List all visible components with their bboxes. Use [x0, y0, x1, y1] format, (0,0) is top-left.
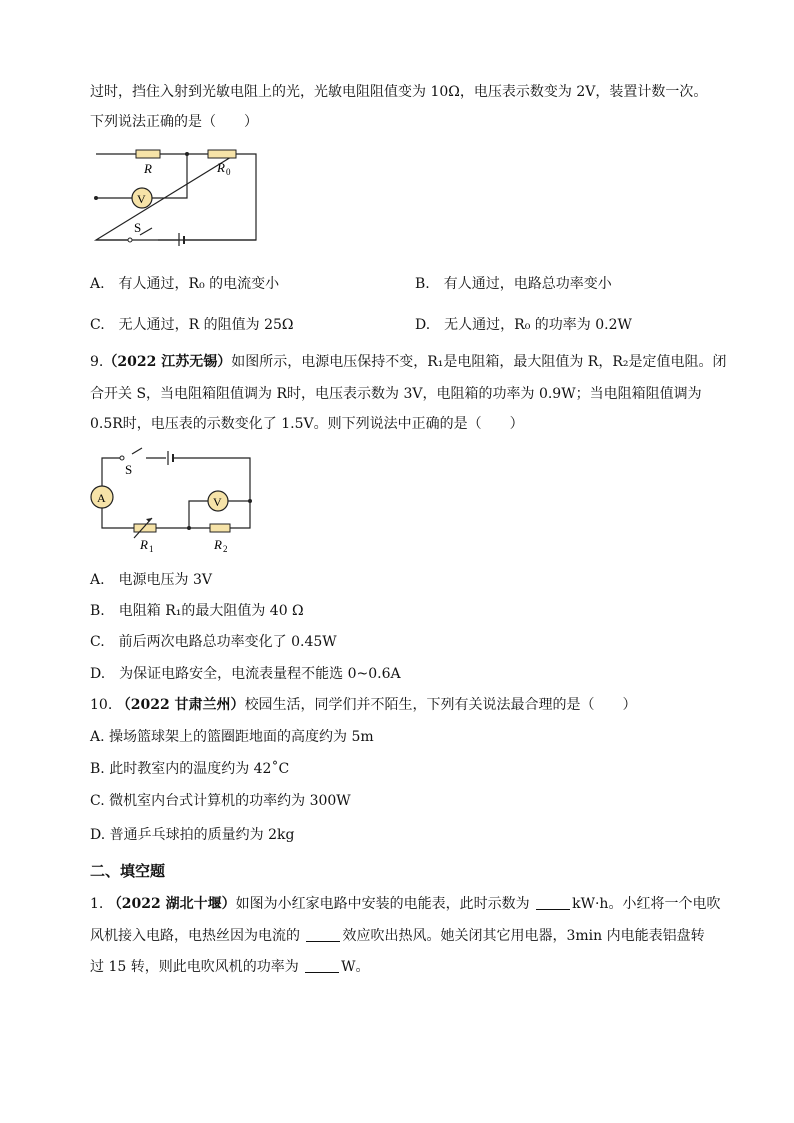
q8-stem-line2: 下列说法正确的是（ ） [90, 114, 258, 130]
q9-source: （2022 江苏无锡） [103, 354, 232, 370]
q9-stem-line2: 合开关 S，当电阻箱阻值调为 R时，电压表示数为 3V，电阻箱的功率为 0.9W；当电阻箱阻值调为 [90, 386, 702, 402]
fill1-number: 1. [90, 896, 104, 912]
q9-option-b: B. 电阻箱 R₁的最大阻值为 40 Ω [90, 603, 304, 619]
fill1-line2 [90, 926, 705, 946]
fill1-text-1a: 如图为小红家电路中安装的电能表，此时示数为 [235, 896, 530, 912]
q10-source: （2022 甘肃兰州） [116, 697, 245, 713]
q10-text: 校园生活，同学们并不陌生，下列有关说法最合理的是（ ） [244, 697, 637, 713]
q9-label-r1: R [140, 537, 148, 552]
q8-option-b: B. 有人通过，电路总功率变小 [415, 276, 612, 292]
q8-label-v: V [137, 192, 146, 206]
q10-stem [90, 695, 637, 715]
q9-label-v: V [213, 495, 222, 509]
fill1-text-2b: 效应吹出热风。她关闭其它用电器，3min 内电能表铝盘转 [342, 928, 705, 944]
q9-label-r2: R [214, 537, 222, 552]
q9-number: 9. [90, 354, 104, 370]
section-title: 二、填空题 [90, 862, 166, 880]
q9-label-r1-sub: 1 [149, 544, 154, 554]
q9-label-s: S [125, 462, 133, 477]
q8-label-s: S [134, 220, 142, 235]
q8-option-c: C. 无人通过，R 的阻值为 25Ω [90, 317, 294, 333]
fill1-line1 [90, 894, 720, 914]
q10-option-d: D. 普通乒乓球拍的质量约为 2kg [90, 827, 295, 843]
q9-resistor-r2 [210, 524, 230, 532]
fill1-text-3a: 过 15 转，则此电吹风机的功率为 [90, 959, 299, 975]
q9-option-a: A. 电源电压为 3V [90, 572, 213, 588]
fill1-text-1b: kW·h。小红将一个电吹 [572, 896, 721, 912]
q9-option-d: D. 为保证电路安全，电流表量程不能选 0~0.6A [90, 666, 401, 682]
q9-circuit-diagram [88, 446, 258, 560]
fill1-line3 [90, 957, 370, 977]
fill1-blank-2 [306, 927, 340, 942]
q8-resistor-r [136, 150, 160, 158]
fill1-blank-3 [305, 958, 339, 973]
q10-option-a: A. 操场篮球架上的篮圈距地面的高度约为 5m [90, 729, 374, 745]
q10-option-c: C. 微机室内台式计算机的功率约为 300W [90, 793, 351, 809]
q10-option-b: B. 此时教室内的温度约为 42˚C [90, 761, 290, 777]
q8-label-r: R [144, 161, 152, 176]
q9-option-c: C. 前后两次电路总功率变化了 0.45W [90, 634, 337, 650]
fill1-source: （2022 湖北十堰） [107, 896, 236, 912]
q9-label-r2-sub: 2 [223, 544, 228, 554]
q8-circuit-diagram [88, 140, 268, 246]
q8-resistor-r0 [208, 150, 236, 158]
q8-option-d: D. 无人通过，R₀ 的功率为 0.2W [415, 317, 632, 333]
q9-stem-line1 [90, 352, 727, 372]
fill1-blank-1 [536, 895, 570, 910]
q9-stem-line3: 0.5R时，电压表的示数变化了 1.5V。则下列说法中正确的是（ ） [90, 416, 524, 432]
q10-number: 10. [90, 697, 113, 713]
q8-label-r0: R [217, 160, 225, 175]
q8-label-r0-sub: 0 [226, 167, 231, 177]
fill1-text-2a: 风机接入电路，电热丝因为电流的 [90, 928, 300, 944]
q9-label-a: A [97, 491, 106, 505]
fill1-text-3b: W。 [341, 959, 370, 975]
q9-text-line1: 如图所示，电源电压保持不变，R₁是电阻箱，最大阻值为 R，R₂是定值电阻。闭 [231, 354, 727, 370]
q8-option-a: A. 有人通过，R₀ 的电流变小 [90, 276, 280, 292]
q8-stem-line1: 过时，挡住入射到光敏电阻上的光，光敏电阻阻值变为 10Ω，电压表示数变为 2V，装置计数一次。 [90, 84, 708, 100]
